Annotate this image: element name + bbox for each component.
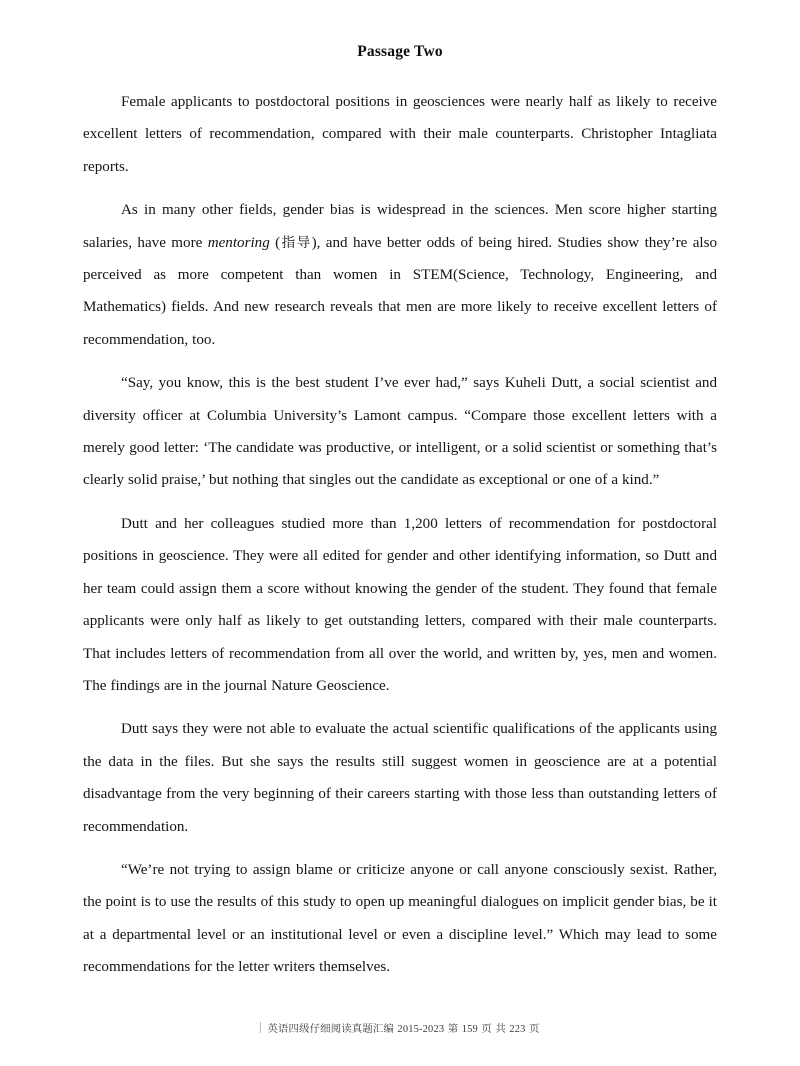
italic-term: mentoring [207,234,270,251]
text-run: “We’re not trying to assign blame or criticize anyone or call anyone consciously sexist. Rather, the point is to use the results of this study to open up meaningful dialogues on implicit gender bias, be it at a departmental level or an institutional level or even a discipline level.” Which may lead to some recommendations for the letter writers themselves. [83,861,717,976]
footer-text [267,1020,539,1035]
paragraph [83,367,717,497]
text-run: Dutt and her colleagues studied more than 1,200 letters of recommendation for postdoctoral positions in geoscience. They were all edited for gender and other identifying information, so Dutt and her team could assign them a score without knowing the gender of the student. They found that female applicants were only half as likely to get outstanding letters, compared with their male counterparts. That includes letters of recommendation from all over the world, and written by, yes, men and women. The findings are in the journal Nature Geoscience. [83,515,717,694]
paragraph [83,508,717,702]
footer-book-title: 英语四级仔细阅读真题汇编 [267,1023,394,1035]
footer-current-page: 159 [461,1024,478,1035]
paragraph [83,713,717,843]
footer-total-pages: 223 [509,1024,526,1035]
paragraph [83,86,717,183]
text-run: ( [269,234,281,251]
footer-tick-mark [260,1022,261,1033]
text-run: “Say, you know, this is the best student I’ve ever had,” says Kuheli Dutt, a social scientist and diversity officer at Columbia University’s Lamont campus. “Compare those excellent letters with a merely good letter: ‘The candidate was productive, or intelligent, or a solid scientist or something that’s clearly solid praise,’ but nothing that singles out the candidate as exceptional or one of a kind.” [83,375,717,489]
chinese-gloss: 指导 [280,234,312,251]
text-run: As in many other fields, gender bias is widespread in the sciences. Men score higher starting salaries, have more [83,202,717,251]
paragraph [83,854,717,984]
text-run: Dutt says they were not able to evaluate the actual scientific qualifications of the applicants using the data in the files. But she says the results still suggest women in geoscience are at a potential disadvantage from the very beginning of their careers starting with those less than outstanding letters of recommendation. [83,721,717,835]
footer-total-unit: 页 [528,1023,540,1035]
passage-body [83,86,717,984]
footer-page-unit: 页 [481,1023,492,1035]
page-title: Passage Two [357,43,443,60]
page-footer [0,1020,800,1035]
footer-year-range: 2015-2023 [397,1024,445,1035]
footer-page-prefix: 第 [447,1023,459,1035]
text-run: ), and have better odds of being hired. Studies show they’re also perceived as more competent than women in STEM(Science, Technology, Engineering, and Mathematics) fields. And new research reveals that men are more likely to receive excellent letters of recommendation, too. [83,234,718,348]
text-run: Female applicants to postdoctoral positions in geosciences were nearly half as likely to receive excellent letters of recommendation, compared with their male counterparts. Christopher Intagliata reports. [83,94,717,175]
footer-total-prefix: 共 [495,1023,506,1035]
paragraph [83,194,717,356]
